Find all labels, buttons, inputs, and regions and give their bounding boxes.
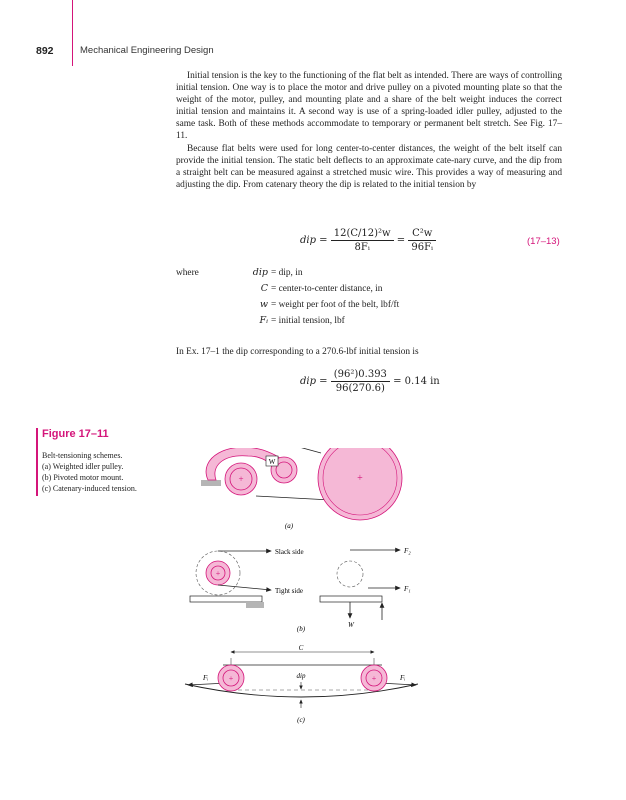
c-dimension-label: C bbox=[298, 644, 304, 652]
eq-fraction-1 bbox=[331, 228, 394, 253]
where-definition: = weight per foot of the belt, lbf/ft bbox=[271, 300, 400, 310]
eq-frac1-num: 12(C/12)²w bbox=[331, 228, 394, 241]
figure-title: Figure 17–11 bbox=[42, 428, 109, 440]
label-b: (b) bbox=[296, 625, 306, 633]
figure-part-c bbox=[185, 644, 418, 724]
body-text bbox=[176, 70, 562, 191]
example-equation bbox=[300, 369, 440, 394]
center-mark: + bbox=[215, 569, 221, 578]
center-mark: + bbox=[371, 674, 377, 683]
eq-frac1-den: 8Fᵢ bbox=[354, 242, 370, 253]
figure-17-11 bbox=[168, 448, 438, 728]
eq-frac2-num: C²w bbox=[408, 228, 436, 241]
page-number: 892 bbox=[36, 45, 54, 57]
where-symbol: C bbox=[260, 283, 268, 294]
ground-block-a bbox=[201, 480, 221, 486]
fi-right-label: Fᵢ bbox=[400, 674, 406, 682]
weight-label: W bbox=[268, 458, 276, 466]
fbd-plate bbox=[320, 596, 382, 602]
example-den: 96(270.6) bbox=[335, 383, 385, 394]
header-rule bbox=[72, 0, 73, 66]
dip-label: dip bbox=[296, 672, 306, 680]
tight-side-label: Tight side bbox=[275, 587, 303, 595]
where-definition: = center-to-center distance, in bbox=[271, 284, 383, 294]
caption-line: (c) Catenary-induced tension. bbox=[42, 484, 137, 493]
center-mark: + bbox=[357, 473, 363, 484]
paragraph-2: Because flat belts were used for long center-to-center distances, the weight of the belt itself can provide the initial tension. The static belt deflects to an approximate cate-nary curve, and the dip from a straight belt can be measured against a stretched music wire. This provides a way of measuring and adjusting the dip. From catenary theory the dip is related to the initial tension by bbox=[176, 143, 562, 190]
w-force-label: W bbox=[348, 621, 354, 629]
center-mark: + bbox=[238, 474, 244, 484]
where-symbol: w bbox=[259, 299, 268, 310]
where-symbol: dip bbox=[252, 267, 268, 278]
equation-number: (17–13) bbox=[527, 236, 560, 247]
paragraph-1: Initial tension is the key to the functioning of the flat belt as intended. There are ways of controlling initial tension. One way is to place the motor and drive pulley on a pivoted mounting plate so that the weight of the motor, pulley, and mounting plate and a share of the belt weight induces the correct initial tension and maintains it. A second way is use of a spring-loaded idler pulley, adjusted to the same task. Both of these methods accommodate to temporary or permanent belt stretch. See Fig. 17–11. bbox=[176, 71, 562, 142]
where-word: where bbox=[176, 268, 199, 278]
example-num: (96²)0.393 bbox=[331, 369, 390, 382]
example-lhs: dip = bbox=[300, 376, 328, 387]
caption-line: (b) Pivoted motor mount. bbox=[42, 473, 124, 482]
page-header bbox=[0, 0, 626, 70]
eq-lhs: dip = bbox=[300, 235, 328, 246]
where-row bbox=[176, 265, 556, 281]
caption-line: Belt-tensioning schemes. bbox=[42, 451, 123, 460]
center-mark: + bbox=[228, 674, 234, 683]
example-text: In Ex. 17–1 the dip corresponding to a 270.6-lbf initial tension is bbox=[176, 347, 419, 357]
label-c: (c) bbox=[297, 716, 305, 724]
figure-part-a bbox=[201, 448, 402, 530]
figure-part-b bbox=[190, 547, 411, 633]
where-row bbox=[176, 313, 556, 329]
belt-top-a bbox=[288, 448, 321, 453]
f2-label: F₂ bbox=[404, 547, 411, 555]
where-row bbox=[176, 297, 556, 313]
where-definition: = dip, in bbox=[271, 268, 303, 278]
equation-17-13 bbox=[300, 228, 436, 253]
where-definition: = initial tension, lbf bbox=[271, 316, 345, 326]
figure-caption bbox=[42, 450, 172, 494]
ground-block-b bbox=[246, 602, 264, 608]
large-pulley-a bbox=[318, 448, 402, 520]
where-block bbox=[176, 265, 556, 329]
f1-label: F₁ bbox=[404, 585, 411, 593]
running-title: Mechanical Engineering Design bbox=[80, 45, 214, 56]
caption-line: (a) Weighted idler pulley. bbox=[42, 462, 124, 471]
fi-left-label: Fᵢ bbox=[203, 674, 209, 682]
slack-side-label: Slack side bbox=[275, 548, 304, 556]
figure-accent-bar bbox=[36, 428, 38, 496]
eq-equals: = bbox=[396, 235, 406, 246]
label-a: (a) bbox=[284, 522, 294, 530]
eq-frac2-den: 96Fᵢ bbox=[411, 242, 434, 253]
belt-bottom-a bbox=[256, 496, 331, 500]
example-fraction bbox=[331, 369, 390, 394]
example-result: = 0.14 in bbox=[393, 376, 440, 387]
mount-plate bbox=[190, 596, 262, 602]
tight-side-arrow bbox=[218, 585, 271, 590]
where-symbol: Fᵢ bbox=[259, 315, 268, 326]
eq-fraction-2 bbox=[408, 228, 436, 253]
where-row bbox=[176, 281, 556, 297]
fbd-pulley-outline bbox=[337, 561, 363, 587]
